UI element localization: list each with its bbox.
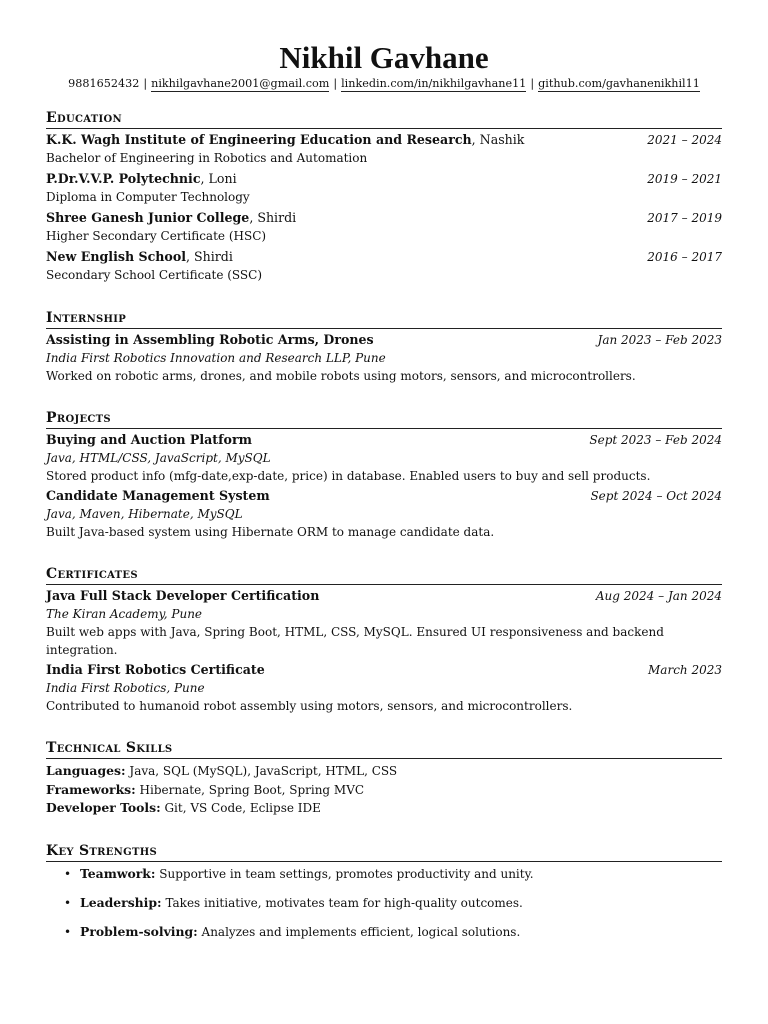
skill-value: Hibernate, Spring Boot, Spring MVC <box>135 782 365 797</box>
internship-section <box>46 310 722 385</box>
education-section <box>46 110 722 284</box>
entry-dates: Jan 2023 – Feb 2023 <box>597 333 722 347</box>
skill-label: Languages: <box>46 763 126 778</box>
degree-name: Diploma in Computer Technology <box>46 190 250 204</box>
candidate-name: Nikhil Gavhane <box>279 40 489 75</box>
strengths-list <box>46 865 722 941</box>
strength-label: Teamwork: <box>80 865 156 881</box>
degree-name: Secondary School Certificate (SSC) <box>46 268 263 282</box>
skills-section <box>46 740 722 818</box>
skill-line <box>46 799 722 818</box>
entry-dates: Aug 2024 – Jan 2024 <box>595 589 722 603</box>
project-name: Buying and Auction Platform <box>46 432 252 447</box>
certificate-issuer: India First Robotics, Pune <box>46 681 205 695</box>
entry-dates: March 2023 <box>648 663 722 677</box>
resume-page <box>46 40 722 952</box>
school-location: , Loni <box>200 171 237 186</box>
skill-value: Java, SQL (MySQL), JavaScript, HTML, CSS <box>125 764 398 778</box>
project-tech-stack: Java, Maven, Hibernate, MySQL <box>46 507 243 521</box>
bullet-icon: • <box>64 895 72 910</box>
bullet-icon: • <box>64 924 72 939</box>
skill-label: Developer Tools: <box>46 800 161 815</box>
project-tech-stack: Java, HTML/CSS, JavaScript, MySQL <box>46 451 271 465</box>
skill-label: Frameworks: <box>46 781 136 797</box>
internship-role: Assisting in Assembling Robotic Arms, Drones <box>46 332 374 347</box>
resume-header <box>46 40 722 92</box>
certificates-section <box>46 566 722 715</box>
section-title: Projects <box>46 410 722 429</box>
linkedin-link[interactable]: linkedin.com/in/nikhilgavhane11 <box>341 77 527 90</box>
separator: | <box>333 77 338 90</box>
school-location: , Shirdi <box>186 249 233 264</box>
project-description: Stored product info (mfg-date,exp-date, price) in database. Enabled users to buy and sell products. <box>46 469 651 483</box>
skill-line <box>46 762 722 781</box>
skill-value: Git, VS Code, Eclipse IDE <box>160 801 321 815</box>
strength-label: Problem-solving: <box>80 923 198 939</box>
list-item <box>46 894 722 912</box>
section-title: Education <box>46 110 722 129</box>
project-description: Built Java-based system using Hibernate ORM to manage candidate data. <box>46 525 495 539</box>
entry-dates: 2017 – 2019 <box>647 211 722 225</box>
internship-description: Worked on robotic arms, drones, and mobile robots using motors, sensors, and microcontrollers. <box>46 369 636 383</box>
school-name: New English School, Shirdi <box>46 249 233 264</box>
contact-line <box>46 76 722 92</box>
strength-value: Takes initiative, motivates team for high-quality outcomes. <box>161 895 523 910</box>
project-entry <box>46 431 722 485</box>
strength-value: Analyzes and implements efficient, logical solutions. <box>197 924 521 939</box>
project-name: Candidate Management System <box>46 488 270 503</box>
school-name: P.Dr.V.V.P. Polytechnic, Loni <box>46 171 237 186</box>
certificate-name: India First Robotics Certificate <box>46 662 265 677</box>
separator: | <box>143 77 148 90</box>
projects-section <box>46 410 722 541</box>
list-item <box>46 865 722 883</box>
section-title: Internship <box>46 310 722 329</box>
github-link[interactable]: github.com/gavhanenikhil11 <box>538 77 700 90</box>
section-title: Certificates <box>46 566 722 585</box>
school-location: , Shirdi <box>249 210 297 225</box>
phone-number: 9881652432 <box>68 77 140 90</box>
strength-label: Leadership: <box>80 894 162 910</box>
school-name: Shree Ganesh Junior College, Shirdi <box>46 210 297 225</box>
strengths-section <box>46 843 722 941</box>
entry-dates: 2021 – 2024 <box>647 133 722 147</box>
entry-dates: 2016 – 2017 <box>647 250 722 264</box>
skill-line <box>46 781 722 800</box>
separator: | <box>530 77 535 90</box>
bullet-icon: • <box>64 866 72 881</box>
degree-name: Higher Secondary Certificate (HSC) <box>46 229 267 243</box>
entry-dates: Sept 2024 – Oct 2024 <box>590 489 722 503</box>
school-location: , Nashik <box>471 132 525 147</box>
certificate-description: Built web apps with Java, Spring Boot, HTML, CSS, MySQL. Ensured UI responsiveness and backend integration. <box>46 625 664 657</box>
internship-entry <box>46 331 722 385</box>
list-item <box>46 923 722 941</box>
certificate-entry <box>46 661 722 715</box>
education-entry <box>46 248 722 284</box>
education-entry <box>46 209 722 245</box>
certificate-entry <box>46 587 722 659</box>
project-entry <box>46 487 722 541</box>
section-title: Technical Skills <box>46 740 722 759</box>
section-title: Key Strengths <box>46 843 722 862</box>
entry-dates: 2019 – 2021 <box>647 172 722 186</box>
school-name: K.K. Wagh Institute of Engineering Education and Research, Nashik <box>46 132 525 147</box>
internship-organization: India First Robotics Innovation and Research LLP, Pune <box>46 351 386 365</box>
certificate-issuer: The Kiran Academy, Pune <box>46 607 203 621</box>
certificate-description: Contributed to humanoid robot assembly using motors, sensors, and microcontrollers. <box>46 699 573 713</box>
strength-value: Supportive in team settings, promotes productivity and unity. <box>155 866 534 881</box>
education-entry <box>46 170 722 206</box>
entry-dates: Sept 2023 – Feb 2024 <box>589 433 722 447</box>
degree-name: Bachelor of Engineering in Robotics and Automation <box>46 151 368 165</box>
certificate-name: Java Full Stack Developer Certification <box>46 588 320 603</box>
education-entry <box>46 131 722 167</box>
email-link[interactable]: nikhilgavhane2001@gmail.com <box>151 77 330 90</box>
